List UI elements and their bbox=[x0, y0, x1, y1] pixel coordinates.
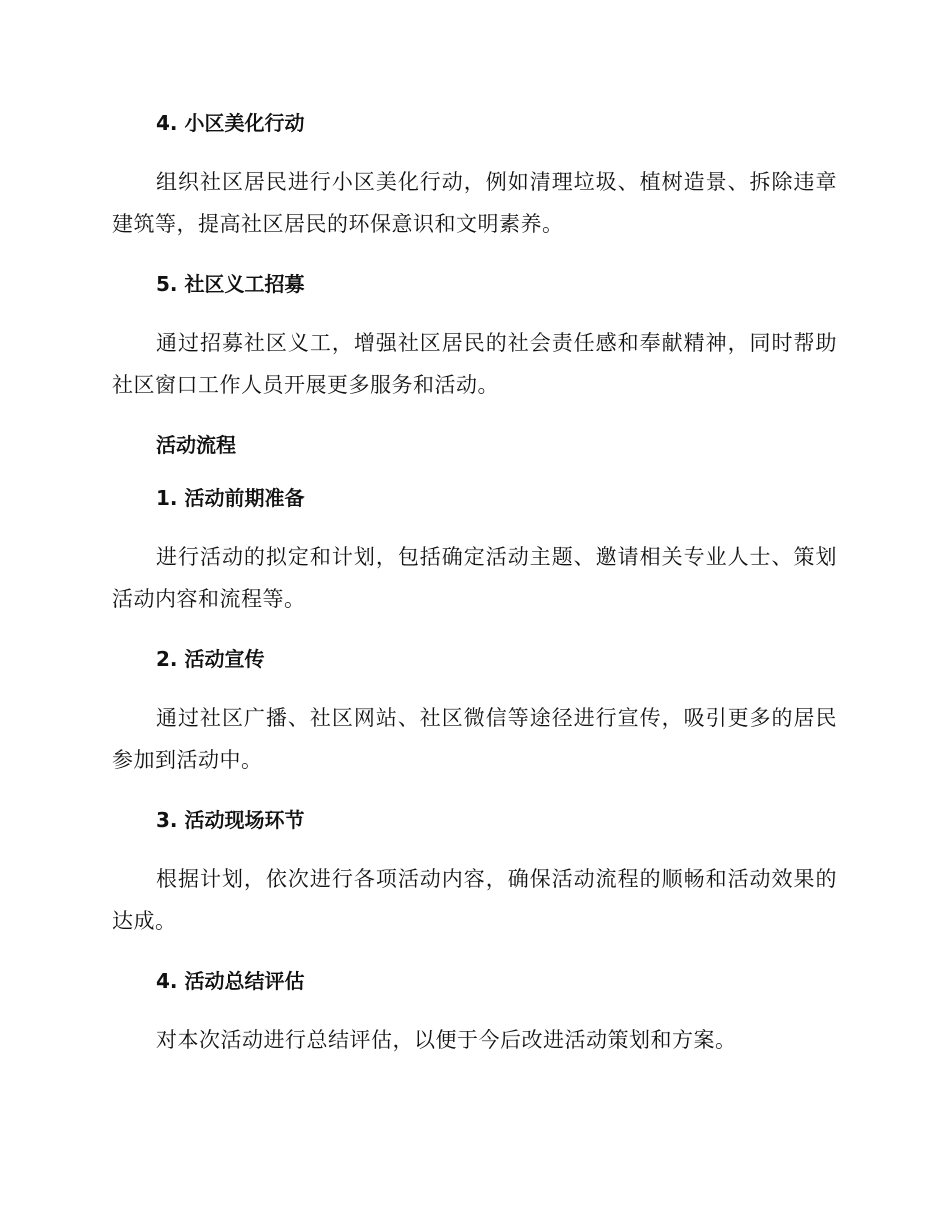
section-heading-volunteer-recruitment: 5. 社区义工招募 bbox=[156, 272, 305, 296]
section-heading-activity-process: 活动流程 bbox=[156, 433, 236, 457]
section-text-community-beautification: 组织社区居民进行小区美化行动，例如清理垃圾、植树造景、拆除违章建筑等，提高社区居民的环保意识和文明素养。 bbox=[112, 170, 837, 236]
section-text-evaluation: 对本次活动进行总结评估，以便于今后改进活动策划和方案。 bbox=[156, 1028, 737, 1052]
section-heading-onsite: 3. 活动现场环节 bbox=[156, 808, 305, 832]
section-heading-community-beautification: 4. 小区美化行动 bbox=[156, 111, 305, 135]
section-heading-publicity: 2. 活动宣传 bbox=[156, 647, 265, 671]
section-text-preparation: 进行活动的拟定和计划，包括确定活动主题、邀请相关专业人士、策划活动内容和流程等。 bbox=[112, 545, 837, 611]
document-body bbox=[112, 108, 837, 1085]
section-heading-evaluation: 4. 活动总结评估 bbox=[156, 969, 305, 993]
section-heading-preparation: 1. 活动前期准备 bbox=[156, 486, 305, 510]
section-text-onsite: 根据计划，依次进行各项活动内容，确保活动流程的顺畅和活动效果的达成。 bbox=[112, 867, 837, 933]
section-text-publicity: 通过社区广播、社区网站、社区微信等途径进行宣传，吸引更多的居民参加到活动中。 bbox=[112, 706, 837, 772]
section-text-volunteer-recruitment: 通过招募社区义工，增强社区居民的社会责任感和奉献精神，同时帮助社区窗口工作人员开展更多服务和活动。 bbox=[112, 331, 837, 397]
